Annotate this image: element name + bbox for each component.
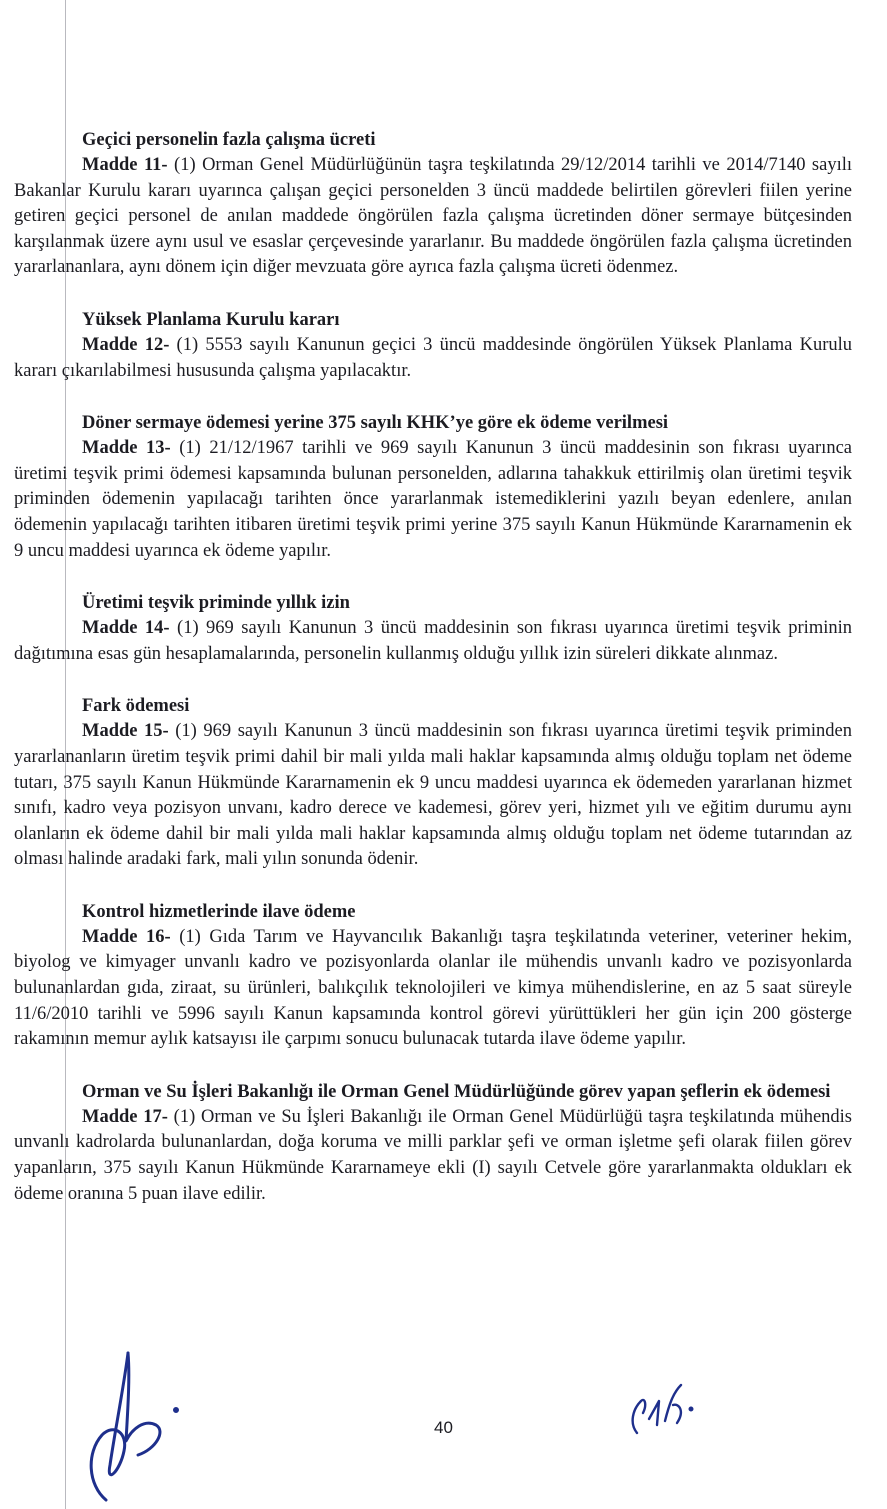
article-heading: Yüksek Planlama Kurulu kararı xyxy=(82,309,340,330)
article-label: Madde 14- xyxy=(82,618,170,639)
article-13 xyxy=(14,411,852,564)
article-label: Madde 15- xyxy=(82,721,169,742)
article-text xyxy=(14,153,852,281)
article-body: (1) 969 sayılı Kanunun 3 üncü maddesinin son fıkrası uyarınca üretimi teşvik priminden yararlananların üretim teşvik primi dahil bir mali yılda mali haklar kapsamında almış olduğu toplam net ödeme tutarı, 375 sayılı Kanun Hükmünde Kararnamenin ek 9 uncu maddesi uyarınca ek ödemeden yararlanan hizmet sınıfı, kadro veya pozisyon unvanı, kadro derece ve kademesi, görev yeri, hizmet yılı ve eğitim durumu aynı olanların ek ödeme dahil bir mali yılda mali haklar kapsamında almış olduğu toplam net ödeme tutarından az olması halinde aradaki fark, mali yılın sonunda ödenir. xyxy=(14,721,852,870)
article-15 xyxy=(14,694,852,873)
article-body: (1) Orman Genel Müdürlüğünün taşra teşkilatında 29/12/2014 tarihli ve 2014/7140 sayılı Bakanlar Kurulu kararı uyarınca çalışan geçici personelden 3 üncü maddede belirtilen görevleri fiilen yerine getiren geçici personel de anılan maddede öngörülen fazla çalışma ücretinden döner sermaye bütçesinden karşılanmak üzere aynı usul ve esaslar çerçevesinde yararlanır. Bu maddede öngörülen fazla çalışma ücretinden yararlananlara, aynı dönem için diğer mevzuata göre ayrıca fazla çalışma ücreti ödenmez. xyxy=(14,155,852,278)
article-text xyxy=(14,436,852,564)
article-heading: Orman ve Su İşleri Bakanlığı ile Orman Genel Müdürlüğünde görev yapan şeflerin ek ödemesi xyxy=(82,1081,831,1102)
article-17 xyxy=(14,1080,852,1207)
article-text xyxy=(14,925,852,1053)
article-body: (1) Orman ve Su İşleri Bakanlığı ile Orman Genel Müdürlüğü taşra teşkilatında mühendis unvanlı kadrolarda bulunanlardan, doğa koruma ve milli parklar şefi ve orman işletme şefi olarak fiilen görev yapanların, 375 sayılı Kanun Hükmünde Kararnameye ekli (I) sayılı Cetvele göre yararlanmakta oldukları ek ödeme oranına 5 puan ilave edilir. xyxy=(14,1106,852,1204)
article-heading: Fark ödemesi xyxy=(82,696,190,717)
article-11 xyxy=(14,128,852,281)
document-body xyxy=(14,128,852,1234)
article-text xyxy=(14,616,852,667)
article-body: (1) 969 sayılı Kanunun 3 üncü maddesinin son fıkrası uyarınca üretimi teşvik priminin dağıtımına esas gün hesaplamalarında, personelin kullanmış olduğu yıllık izin süreleri dikkate alınmaz. xyxy=(14,618,852,664)
article-label: Madde 16- xyxy=(82,926,171,947)
article-heading: Döner sermaye ödemesi yerine 375 sayılı KHK’ye göre ek ödeme verilmesi xyxy=(82,413,669,434)
article-text xyxy=(14,333,852,384)
article-body: (1) 21/12/1967 tarihli ve 969 sayılı Kanunun 3 üncü maddesinin son fıkrası uyarınca üretimi teşvik primi ödemesi kapsamında bulunan personelden, adlarına tahakkuk ettirilmiş olan üretimi teşvik priminden ödemenin yapılacağı tarihten önce yararlanmak istemediklerini yazılı beyan edenlere, anılan ödemenin yapılacağı tarihten itibaren üretimi teşvik primi yerine 375 sayılı Kanun Hükmünde Kararnamenin ek 9 uncu maddesi uyarınca ek ödeme yapılır. xyxy=(14,438,852,561)
article-heading: Üretimi teşvik priminde yıllık izin xyxy=(82,593,350,614)
article-body: (1) 5553 sayılı Kanunun geçici 3 üncü maddesinde öngörülen Yüksek Planlama Kurulu kararı çıkarılabilmesi hususunda çalışma yapılacaktır. xyxy=(14,334,852,381)
page-number: 40 xyxy=(434,1418,453,1437)
article-text xyxy=(14,719,852,873)
article-text xyxy=(14,1105,852,1207)
article-label: Madde 17- xyxy=(82,1106,168,1127)
article-body: (1) Gıda Tarım ve Hayvancılık Bakanlığı taşra teşkilatında veteriner, veteriner hekim, biyolog ve kimyager unvanlı kadro ve pozisyonlarda olanlar ile mühendis unvanlı kadro ve pozisyonlarda bulunanlardan gıda, ziraat, su ürünleri, balıkçılık teknolojileri ve kimya mühendislerine, en az 5 saat süreyle 11/6/2010 tarihli ve 5996 sayılı Kanun kapsamında kontrol görevi yürüttükleri her gün için 200 gösterge rakamının memur aylık katsayısı ile çarpımı sonucu bulunacak tutarda ilave ödeme yapılır. xyxy=(14,926,852,1050)
article-14 xyxy=(14,591,852,667)
article-label: Madde 11- xyxy=(82,155,168,175)
article-heading: Geçici personelin fazla çalışma ücreti xyxy=(82,130,376,150)
article-12 xyxy=(14,308,852,384)
article-16 xyxy=(14,900,852,1053)
article-label: Madde 13- xyxy=(82,438,171,459)
article-heading: Kontrol hizmetlerinde ilave ödeme xyxy=(82,901,356,922)
article-label: Madde 12- xyxy=(82,334,170,355)
